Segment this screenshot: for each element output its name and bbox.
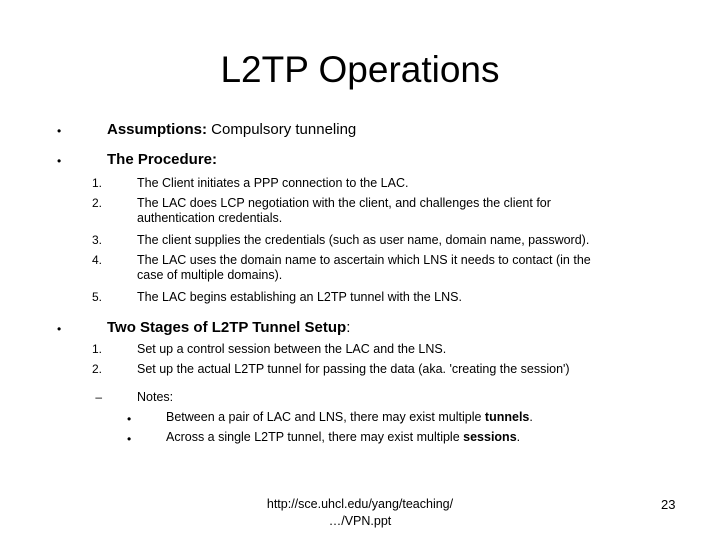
footer-url-line1: http://sce.uhcl.edu/yang/teaching/ — [266, 497, 454, 511]
procedure-step-5-num: 5. — [91, 290, 102, 304]
procedure-step-5-text: The LAC begins establishing an L2TP tunnel with the LNS. — [137, 290, 462, 304]
bullet-2: • — [57, 154, 62, 168]
procedure-step-3-text: The client supplies the credentials (such as user name, domain name, password). — [137, 233, 590, 247]
assumptions-line — [107, 121, 356, 139]
bullet-1: • — [57, 124, 62, 138]
procedure-step-2-text: The LAC does LCP negotiation with the client, and challenges the client for — [137, 196, 551, 210]
stages-line — [107, 319, 350, 337]
notes-dash: – — [95, 390, 102, 404]
note-bullet-1: • — [127, 412, 132, 426]
bullet-3: • — [57, 322, 62, 336]
procedure-step-2-num: 2. — [91, 196, 102, 210]
note-2-text — [166, 430, 686, 445]
footer-url-line2: …/VPN.ppt — [328, 514, 392, 528]
procedure-step-2-text-cont: authentication credentials. — [137, 211, 283, 225]
note-1-post: . — [529, 410, 533, 424]
note-bullet-2: • — [127, 432, 132, 446]
note-1-pre: Between a pair of LAC and LNS, there may exist multiple — [166, 410, 485, 424]
note-2-pre: Across a single L2TP tunnel, there may exist multiple — [166, 430, 464, 444]
procedure-step-1-num: 1. — [91, 176, 102, 190]
note-1-bold: tunnels — [484, 410, 530, 424]
stage-1-num: 1. — [91, 342, 102, 356]
note-2-post: . — [516, 430, 521, 444]
procedure-step-4-text: The LAC uses the domain name to ascertain which LNS it needs to contact (in the — [137, 253, 591, 267]
assumptions-label: Assumptions: — [107, 121, 208, 138]
stage-1-text: Set up a control session between the LAC and the LNS. — [137, 342, 447, 356]
stages-colon: : — [346, 319, 351, 336]
procedure-step-1-text: The Client initiates a PPP connection to the LAC. — [137, 176, 409, 190]
note-2-bold: sessions — [463, 430, 517, 444]
procedure-step-3-num: 3. — [91, 233, 102, 247]
slide-title: L2TP Operations — [220, 49, 500, 90]
page-number: 23 — [661, 497, 676, 512]
procedure-step-4-text-cont: case of multiple domains). — [137, 268, 283, 282]
procedure-step-4-num: 4. — [91, 253, 102, 267]
stages-label: Two Stages of L2TP Tunnel Setup — [107, 319, 347, 336]
note-1-text — [166, 410, 686, 425]
notes-label: Notes: — [137, 390, 174, 404]
procedure-label: The Procedure: — [107, 151, 218, 168]
assumptions-text: Compulsory tunneling — [207, 121, 357, 138]
stage-2-num: 2. — [91, 362, 102, 376]
stage-2-text: Set up the actual L2TP tunnel for passing the data (aka. 'creating the session') — [137, 362, 570, 376]
